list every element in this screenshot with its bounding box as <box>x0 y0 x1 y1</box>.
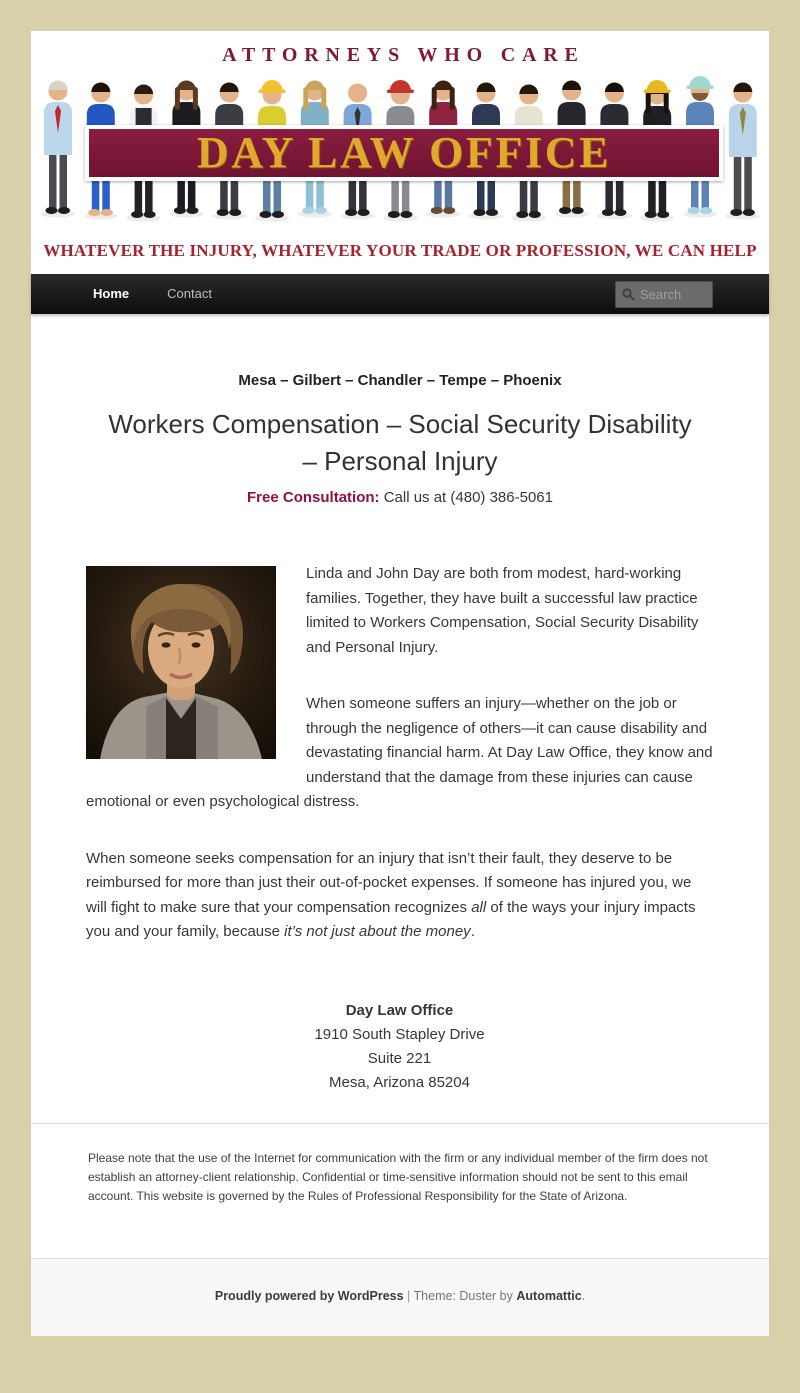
banner-title: DAY LAW OFFICE <box>196 128 612 177</box>
address-line-3: Mesa, Arizona 85204 <box>329 1073 470 1091</box>
phone-text: Call us at (480) 386-5061 <box>379 489 553 506</box>
free-consultation-label: Free Consultation: <box>247 489 380 506</box>
day-law-office-banner <box>85 125 723 181</box>
theme-credit-text: Theme: Duster by <box>413 1288 513 1303</box>
page-title: Workers Compensation – Social Security Disability – Personal Injury <box>108 409 692 476</box>
paragraph-3: When someone seeks compensation for an injury that isn’t their fault, they deserve to be reimbursed for more than just their out-of-pocket expenses. If someone has injured you, we will fight to make sure that your compensation recognizes all of the ways your injury impacts you and your family, because it’s not just about the money. <box>86 849 696 940</box>
consultation-line <box>31 489 769 506</box>
person-older-businessman <box>41 81 75 218</box>
paragraph-2: When someone suffers an injury—whether on the job or through the negligence of others—it can cause disability and devastating financial harm. At Day Law Office, they know and understand that the damage from these injuries can cause emotional or even psychological distress. <box>86 695 713 810</box>
top-tagline: ATTORNEYS WHO CARE <box>222 44 585 66</box>
nav-item-home[interactable]: Home <box>93 286 130 301</box>
site-header <box>31 31 769 274</box>
bottom-tagline: WHATEVER THE INJURY, WHATEVER YOUR TRADE OR PROFESSION, WE CAN HELP <box>43 241 757 260</box>
address-line-1: 1910 South Stapley Drive <box>314 1025 485 1043</box>
wordpress-credit-link[interactable]: Proudly powered by WordPress <box>214 1288 404 1303</box>
header-image-link[interactable] <box>31 73 769 235</box>
firm-name: Day Law Office <box>345 1001 454 1019</box>
site-container <box>31 31 769 1336</box>
search-icon <box>622 288 635 301</box>
main-nav <box>31 274 769 314</box>
person-man-light-blue-shirt <box>726 83 760 220</box>
credit-separator: | <box>407 1288 411 1303</box>
linda-day-portrait <box>86 566 276 759</box>
nav-item-contact[interactable]: Contact <box>167 286 212 301</box>
address-block <box>86 977 713 1123</box>
site-footer <box>31 1258 769 1336</box>
main-content <box>31 314 769 1258</box>
automattic-link[interactable]: Automattic <box>516 1288 582 1303</box>
address-line-2: Suite 221 <box>367 1049 432 1067</box>
credit-period: . <box>581 1288 586 1303</box>
locations-line: Mesa – Gilbert – Chandler – Tempe – Phoenix <box>238 372 562 389</box>
entry-content <box>31 506 769 1123</box>
paragraph-1: Linda and John Day are both from modest, hard-working families. Together, they have built a successful law practice limited to Workers Compensation, Social Security Disability and Personal Injury. <box>306 565 699 656</box>
disclaimer-text: Please note that the use of the Internet for communication with the firm or any individual member of the firm does not establish an attorney-client relationship. Confidential or time-sensitive information should not be sent to this email account. This website is governed by the Rules of Professional Responsibility for the State of Arizona. <box>88 1150 708 1203</box>
search-form <box>615 281 713 308</box>
portrait-image <box>86 566 276 759</box>
